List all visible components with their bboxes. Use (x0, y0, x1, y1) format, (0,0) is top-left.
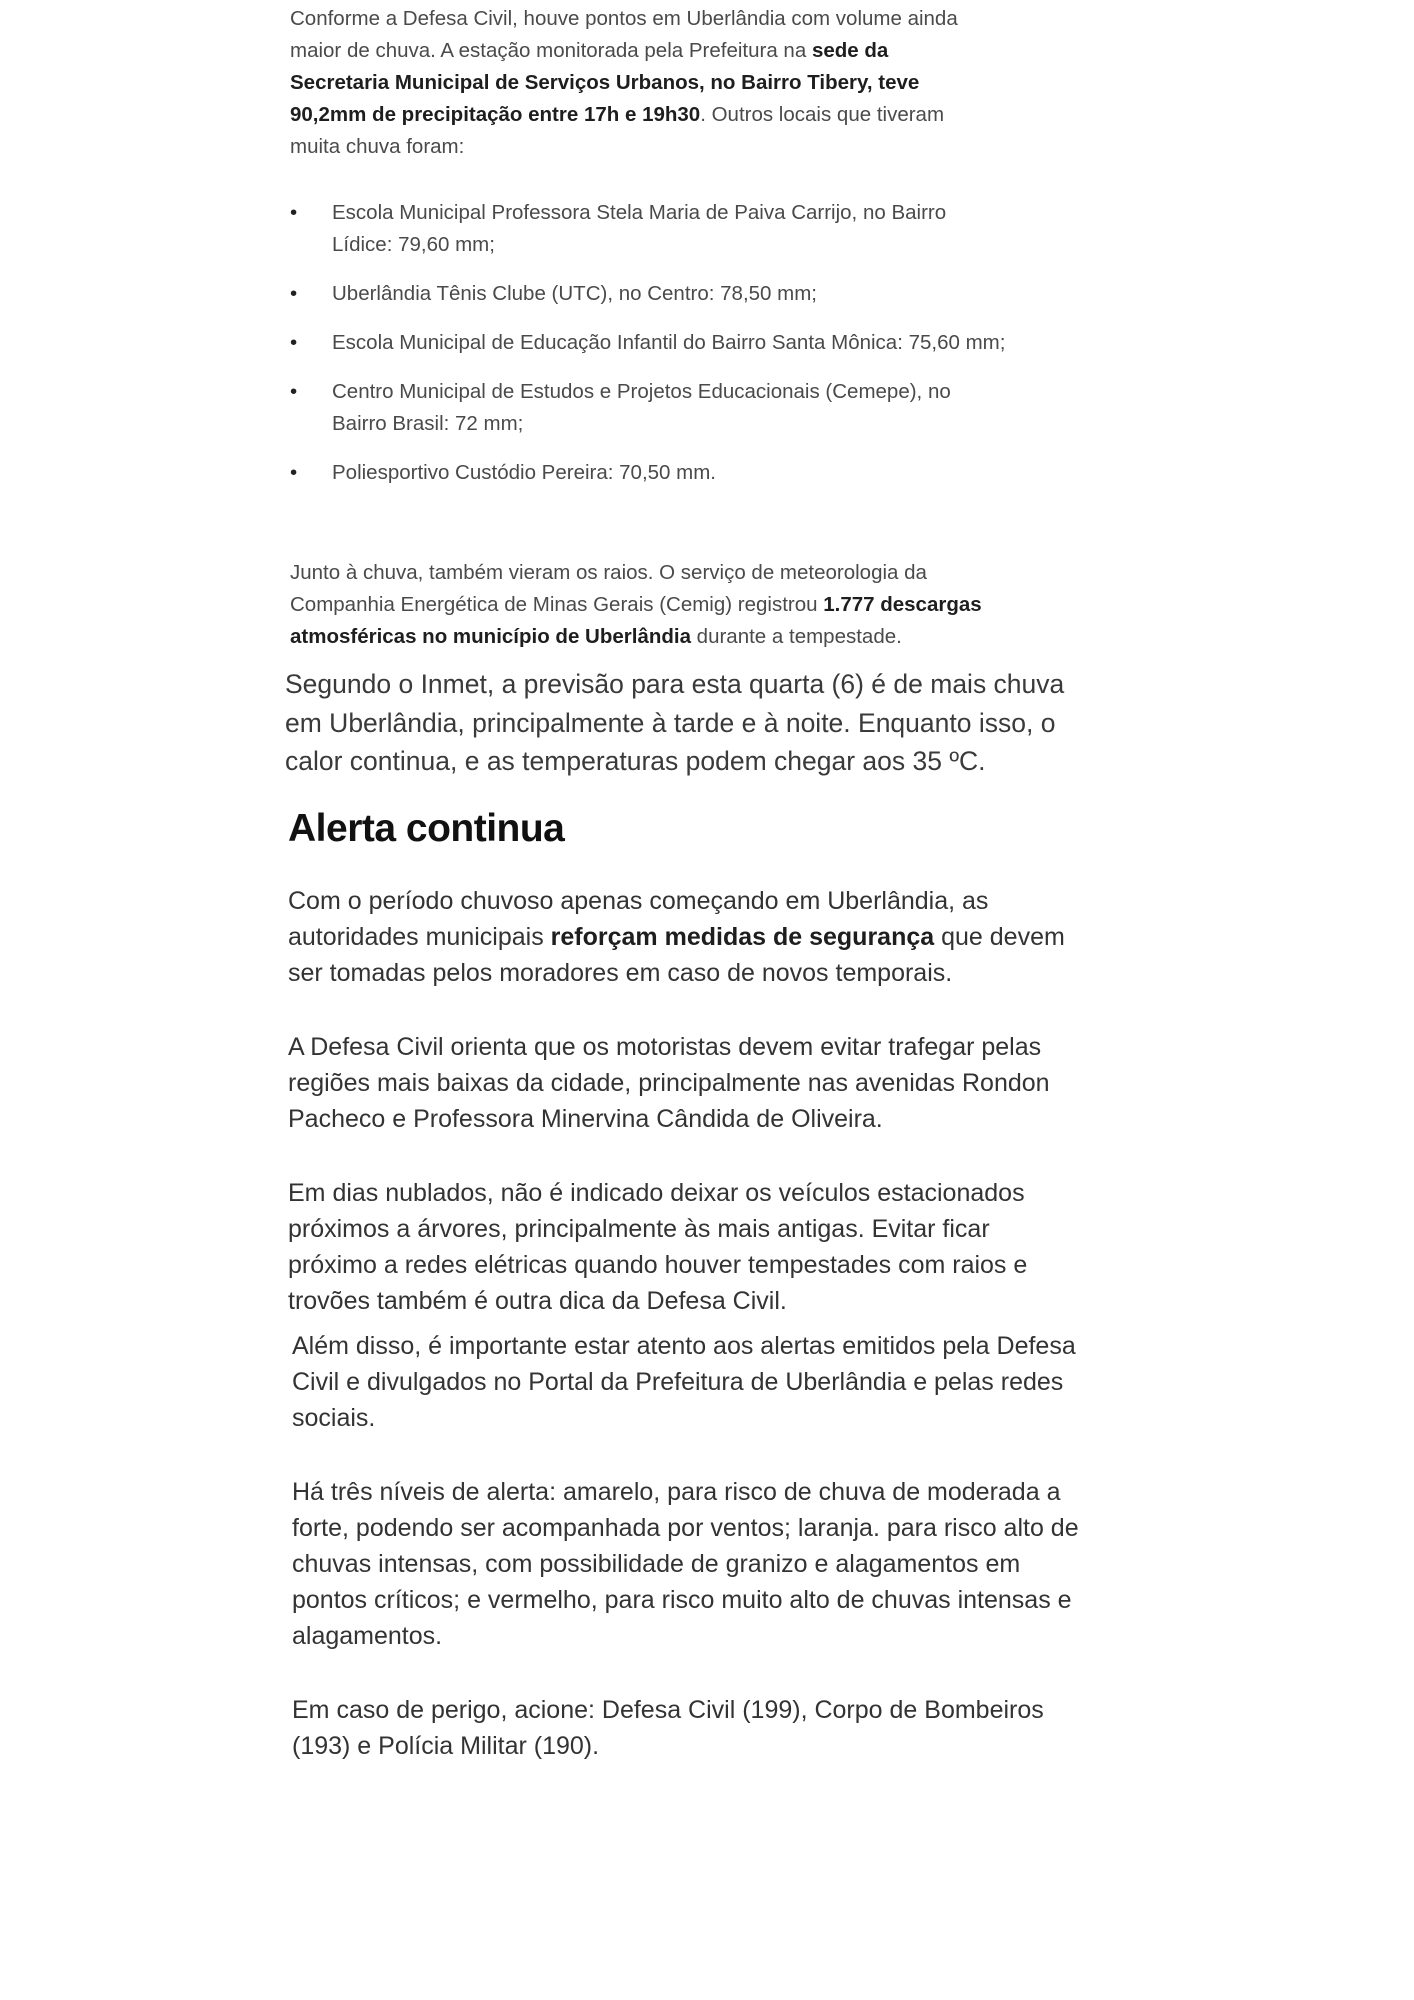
intro-text-a: Conforme a Defesa Civil, houve pontos em Uberlândia com volume ainda maior de chuva. A estação monitorada pela Prefeitura na (290, 7, 958, 62)
lightning-text-b: durante a tempestade. (690, 625, 902, 648)
rainfall-list (290, 197, 1010, 506)
section-heading: Alerta continua (288, 807, 565, 850)
list-item-text: Centro Municipal de Estudos e Projetos Educacionais (Cemepe), no Bairro Brasil: 72 mm; (332, 380, 951, 435)
lightning-paragraph (290, 557, 990, 653)
lightning-text-a: Junto à chuva, também vieram os raios. O serviço de meteorologia da Companhia Energética de Minas Gerais (Cemig) registrou (290, 561, 927, 616)
list-item-text: Poliesportivo Custódio Pereira: 70,50 mm. (332, 461, 716, 484)
alerts-info-paragraph: Além disso, é importante estar atento aos alertas emitidos pela Defesa Civil e divulgados no Portal da Prefeitura de Uberlândia e pelas redes sociais. (292, 1332, 1076, 1432)
list-item (290, 457, 1010, 489)
bullet-icon: • (290, 331, 298, 354)
bullet-icon: • (290, 380, 298, 403)
list-item (290, 278, 1010, 310)
safety-text-a: Com o período chuvoso apenas começando em Uberlândia, as autoridades municipais (288, 887, 989, 951)
list-item-text: Uberlândia Tênis Clube (UTC), no Centro: 78,50 mm; (332, 282, 817, 305)
bullet-icon: • (290, 282, 298, 305)
intro-bold: sede da Secretaria Municipal de Serviços Urbanos, no Bairro Tibery, teve 90,2mm de precipitação entre 17h e 19h30 (290, 39, 920, 126)
safety-bold: reforçam medidas de segurança (550, 923, 935, 951)
list-item (290, 197, 1010, 261)
intro-paragraph (290, 3, 990, 163)
emergency-paragraph: Em caso de perigo, acione: Defesa Civil (199), Corpo de Bombeiros (193) e Polícia Militar (190). (292, 1696, 1044, 1760)
cloudy-days-paragraph: Em dias nublados, não é indicado deixar os veículos estacionados próximos a árvores, principalmente às mais antigas. Evitar ficar próximo a redes elétricas quando houver tempestades com raios e trovões também é outra dica da Defesa Civil. (288, 1179, 1028, 1315)
lightning-bold: 1.777 descargas atmosféricas no município de Uberlândia (290, 593, 982, 648)
drivers-paragraph: A Defesa Civil orienta que os motoristas devem evitar trafegar pelas regiões mais baixas da cidade, principalmente nas avenidas Rondon Pacheco e Professora Minervina Cândida de Oliveira. (288, 1033, 1050, 1133)
safety-paragraph (288, 883, 1078, 991)
list-item-text: Escola Municipal Professora Stela Maria de Paiva Carrijo, no Bairro Lídice: 79,60 mm; (332, 201, 947, 256)
alert-levels-paragraph: Há três níveis de alerta: amarelo, para risco de chuva de moderada a forte, podendo ser acompanhada por ventos; laranja. para risco alto de chuvas intensas, com possibilidade de granizo e alagamentos em pontos críticos; e vermelho, para risco muito alto de chuvas intensas e alagamentos. (292, 1478, 1079, 1650)
list-item (290, 327, 1010, 359)
safety-text-b: que devem ser tomadas pelos moradores em caso de novos temporais. (288, 923, 1065, 987)
bullet-icon: • (290, 201, 298, 224)
intro-text-b: . Outros locais que tiveram muita chuva foram: (290, 103, 945, 158)
list-item (290, 376, 1010, 440)
list-item-text: Escola Municipal de Educação Infantil do Bairro Santa Mônica: 75,60 mm; (332, 331, 1006, 354)
forecast-paragraph: Segundo o Inmet, a previsão para esta quarta (6) é de mais chuva em Uberlândia, principalmente à tarde e à noite. Enquanto isso, o calor continua, e as temperaturas podem chegar aos 35 ºC. (285, 669, 1065, 776)
bullet-icon: • (290, 461, 298, 484)
